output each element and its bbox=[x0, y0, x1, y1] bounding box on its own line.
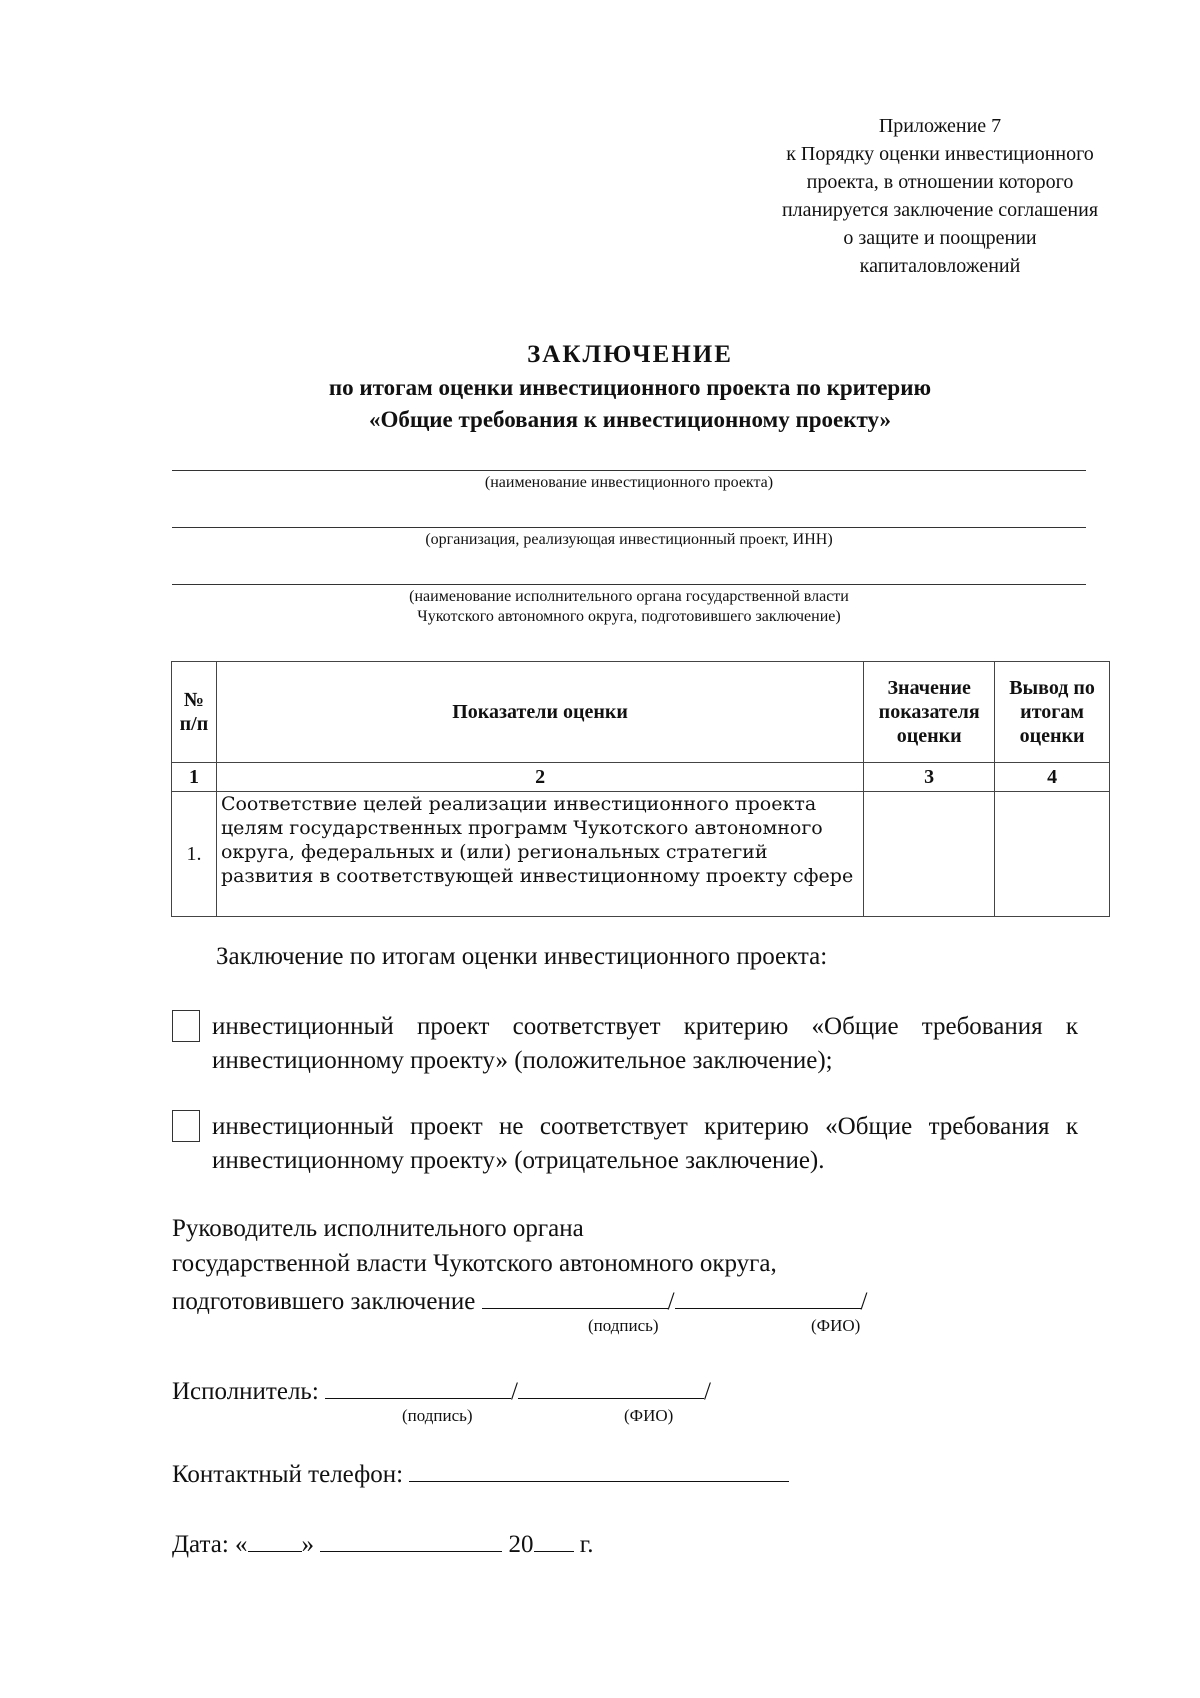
slash: / bbox=[703, 1378, 711, 1405]
column-number: 1 bbox=[172, 763, 217, 792]
date-month-blank[interactable] bbox=[320, 1525, 502, 1552]
title-subtitle-2: «Общие требования к инвестиционному проекту» bbox=[368, 407, 892, 432]
row-number: 1. bbox=[172, 792, 217, 917]
date-year-blank[interactable] bbox=[534, 1525, 574, 1552]
header-conclusion: Вывод по итогам оценки bbox=[995, 662, 1110, 763]
authority-caption-line2: Чукотского автономного округа, подготовившего заключение) bbox=[417, 608, 841, 625]
appendix-line: Приложение 7 bbox=[878, 115, 1002, 137]
date-day-blank[interactable] bbox=[248, 1525, 302, 1552]
phone-line bbox=[172, 1455, 789, 1492]
column-number: 4 bbox=[995, 763, 1110, 792]
head-signature-line bbox=[172, 1282, 868, 1319]
appendix-line: к Порядку оценки инвестиционного bbox=[786, 143, 1094, 165]
executor-signature-caption: (подпись) bbox=[402, 1406, 473, 1425]
executor-label: Исполнитель: bbox=[172, 1378, 319, 1405]
phone-label: Контактный телефон: bbox=[172, 1461, 404, 1488]
positive-checkbox[interactable] bbox=[172, 1010, 200, 1042]
head-name-caption: (ФИО) bbox=[811, 1316, 861, 1335]
authority-field[interactable] bbox=[172, 584, 1086, 627]
evaluation-table bbox=[171, 661, 1110, 917]
executor-name-blank[interactable] bbox=[518, 1372, 704, 1399]
head-signature-caption: (подпись) bbox=[588, 1316, 659, 1335]
head-title-line1: Руководитель исполнительного органа bbox=[172, 1215, 584, 1242]
header-num: № п/п bbox=[172, 662, 217, 763]
organization-caption: (организация, реализующая инвестиционный проект, ИНН) bbox=[425, 531, 833, 548]
title-main: ЗАКЛЮЧЕНИЕ bbox=[527, 341, 733, 368]
head-title-line3: подготовившего заключение bbox=[172, 1288, 476, 1315]
column-number: 3 bbox=[864, 763, 995, 792]
slash: / bbox=[511, 1378, 518, 1405]
appendix-line: капиталовложений bbox=[859, 255, 1021, 277]
row-indicator: Соответствие целей реализации инвестиционного проекта целям государственных программ Чукотского автономного округа, федеральных и (или) региональных стратегий развития в соответствующей инвестиционному проекту сфере bbox=[216, 792, 863, 917]
year-prefix: 20 bbox=[508, 1531, 534, 1558]
date-close-quote: » bbox=[301, 1531, 315, 1558]
executor-line bbox=[172, 1372, 711, 1409]
slash: / bbox=[667, 1288, 675, 1315]
authority-caption-line1: (наименование исполнительного органа государственной власти bbox=[409, 588, 849, 605]
appendix-line: проекта, в отношении которого bbox=[806, 171, 1074, 193]
table-row bbox=[172, 792, 1110, 917]
executor-signature-blank[interactable] bbox=[325, 1372, 511, 1399]
appendix-line: о защите и поощрении bbox=[843, 227, 1037, 249]
organization-field[interactable] bbox=[172, 527, 1086, 550]
negative-checkbox[interactable] bbox=[172, 1110, 200, 1142]
column-number: 2 bbox=[216, 763, 863, 792]
header-indicator: Показатели оценки bbox=[216, 662, 863, 763]
row-conclusion-cell[interactable] bbox=[995, 792, 1110, 917]
date-line bbox=[172, 1525, 593, 1562]
positive-option-text: инвестиционный проект соответствует критерию «Общие требования к инвестиционному проекту» (положительное заключение); bbox=[212, 1013, 1078, 1074]
executor-name-caption: (ФИО) bbox=[624, 1406, 674, 1425]
conclusion-heading: Заключение по итогам оценки инвестиционного проекта: bbox=[216, 943, 828, 970]
document-title bbox=[170, 338, 1090, 436]
date-label: Дата: « bbox=[172, 1531, 248, 1558]
column-number-row bbox=[172, 763, 1110, 792]
slash: / bbox=[860, 1288, 868, 1315]
project-name-caption: (наименование инвестиционного проекта) bbox=[484, 474, 774, 491]
title-subtitle-1: по итогам оценки инвестиционного проекта по критерию bbox=[328, 375, 932, 400]
negative-option-text: инвестиционный проект не соответствует критерию «Общие требования к инвестиционному проекту» (отрицательное заключение). bbox=[212, 1113, 1078, 1174]
head-signature-blank[interactable] bbox=[482, 1282, 668, 1309]
header-value: Значение показателя оценки bbox=[864, 662, 995, 763]
table-header-row bbox=[172, 662, 1110, 763]
head-title-line2: государственной власти Чукотского автономного округа, bbox=[172, 1250, 777, 1277]
head-name-blank[interactable] bbox=[675, 1282, 861, 1309]
row-value-cell[interactable] bbox=[864, 792, 995, 917]
appendix-note bbox=[640, 112, 1200, 280]
appendix-line: планируется заключение соглашения bbox=[781, 199, 1099, 221]
year-suffix: г. bbox=[579, 1531, 594, 1558]
phone-blank[interactable] bbox=[409, 1455, 789, 1482]
project-name-field[interactable] bbox=[172, 470, 1086, 493]
